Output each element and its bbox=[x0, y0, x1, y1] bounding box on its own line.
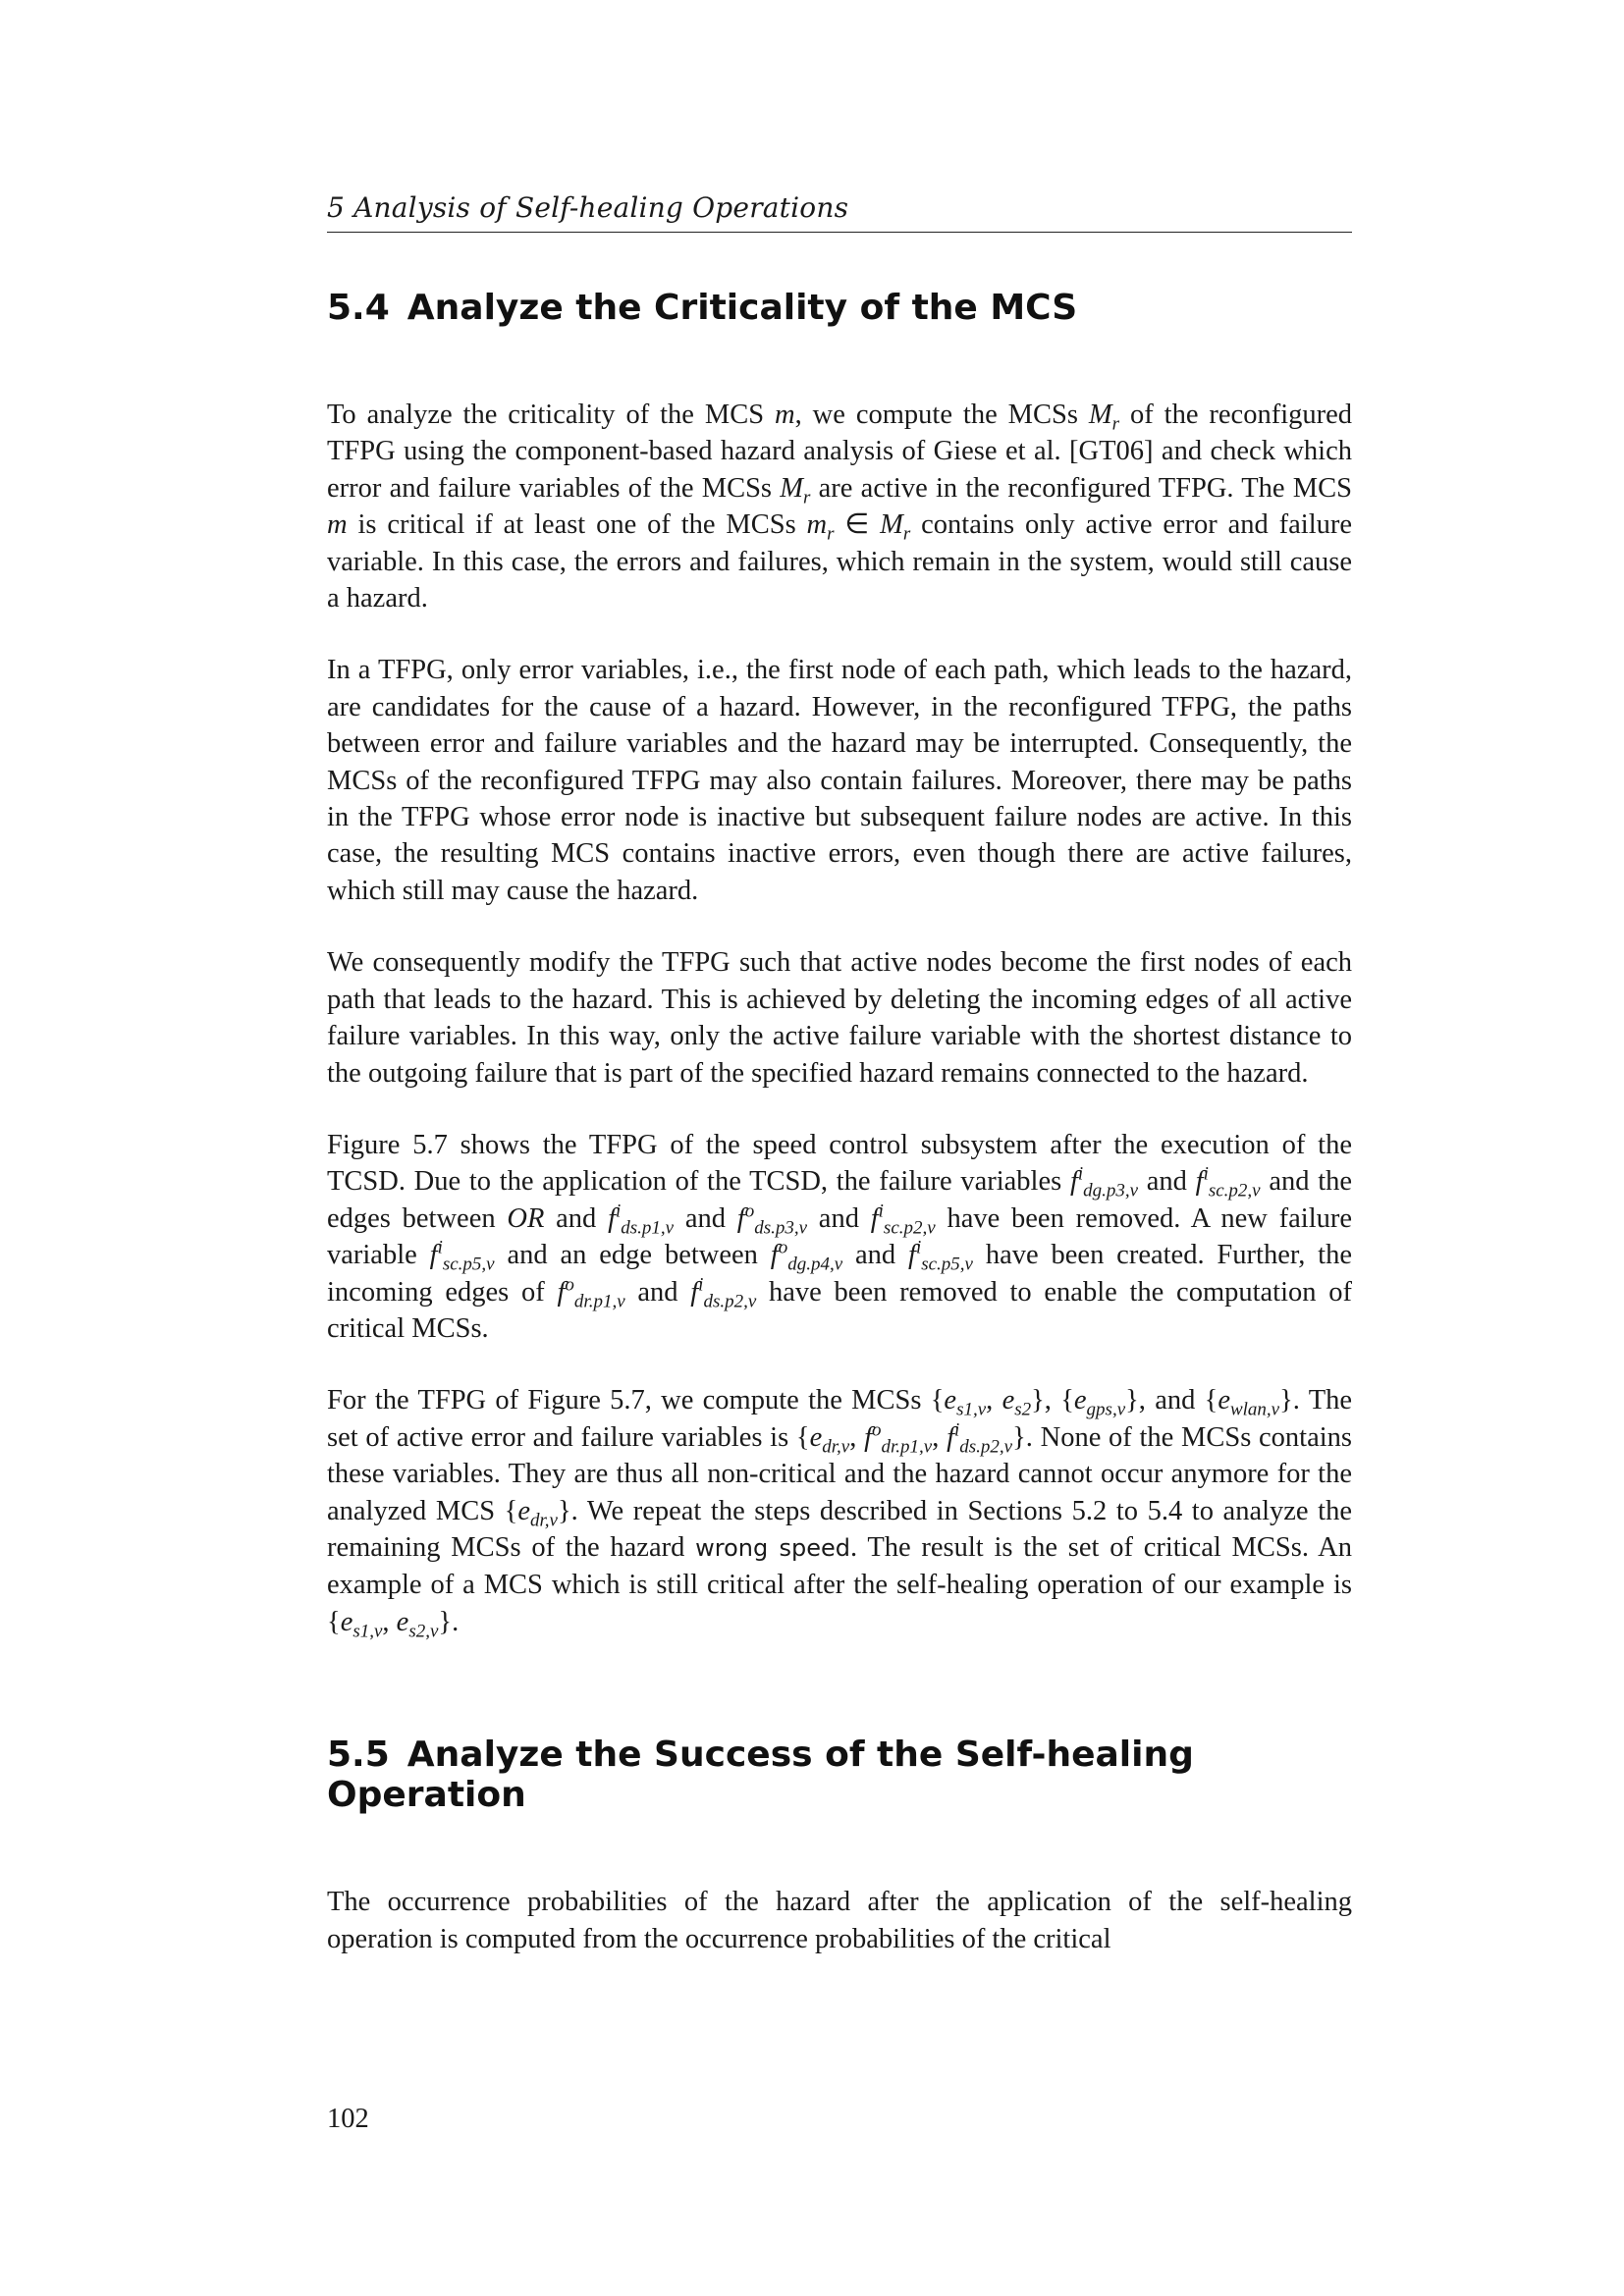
section-heading-5-4 bbox=[327, 288, 1352, 328]
page-body bbox=[327, 191, 1352, 1957]
paragraph-6: The occurrence probabilities of the hazard after the application of the self-healing operation is computed from the occurrence probabilities of the critical bbox=[327, 1887, 1352, 1954]
paragraph-1: To analyze the criticality of the MCS m, we compute the MCSs $M_r$ of the reconfigured TFPG using the component-based hazard analysis of Giese et al. [GT06] and check which error and failure variables of the MCSs $M_r$ are active in the reconfigured TFPG. The MCS m is critical if at least one of the MCSs $m_r$ ∈ $M_r$ contains only active error and failure variable. In this case, the errors and failures, which remain in the system, would still cause a hazard. bbox=[327, 400, 1353, 614]
paragraph-5: For the TFPG of Figure 5.7, we compute the MCSs {$e_{s1,v}$, $e_{s2}$}, $\{e_{gps,v}\}$, and $\{e_{wlan,v}\}$. The set of active error and failure variables is {$e_{dr,v}$, $f^o_{dr.p1,v}$, $f^i_{ds.p2,v}$}. None of the MCSs contains these variables. They are thus all non-critical and the hazard cannot occur anymore for the analyzed MCS $\{e_{dr,v}\}$. We repeat the steps described in Sections 5.2 to 5.4 to analyze the remaining MCSs of the hazard wrong speed. The result is the set of critical MCSs. An example of a MCS which is still critical after the self-healing operation of our example is {$e_{s1,v}$, $e_{s2,v}$}. bbox=[327, 1385, 1353, 1642]
page-number: 102 bbox=[327, 2104, 369, 2134]
section-heading-5-5 bbox=[327, 1735, 1352, 1815]
section-title: Analyze the Criticality of the MCS bbox=[406, 288, 1078, 328]
section-title: Analyze the Success of the Self-healing Operation bbox=[327, 1735, 1194, 1816]
section-number: 5.4 bbox=[327, 288, 390, 328]
paragraph-4: Figure 5.7 shows the TFPG of the speed control subsystem after the execution of the TCSD. Due to the application of the TCSD, the failure variables $f^i_{dg.p3,v}$ and $f^i_{sc.p2,v}$ and the edges between OR and $f^i_{ds.p1,v}$ and $f^o_{ds.p3,v}$ and $f^i_{sc.p2,v}$ have been removed. A new failure variable $f^i_{sc.p5,v}$ and an edge between $f^o_{dg.p4,v}$ and $f^i_{sc.p5,v}$ have been created. Further, the incoming edges of $f^o_{dr.p1,v}$ and $f^i_{ds.p2,v}$ have been removed to enable the computation of critical MCSs. bbox=[327, 1129, 1353, 1344]
running-header: 5 Analysis of Self-healing Operations bbox=[327, 191, 1352, 233]
paragraph-3: We consequently modify the TFPG such that active nodes become the first nodes of each path that leads to the hazard. This is achieved by deleting the incoming edges of all active failure variables. In this way, only the active failure variable with the shortest distance to the outgoing failure that is part of the specified hazard remains connected to the hazard. bbox=[327, 947, 1352, 1089]
paragraph-2: In a TFPG, only error variables, i.e., the first node of each path, which leads to the hazard, are candidates for the cause of a hazard. However, in the reconfigured TFPG, the paths between error and failure variables and the hazard may be interrupted. Consequently, the MCSs of the reconfigured TFPG may also contain failures. Moreover, there may be paths in the TFPG whose error node is inactive but subsequent failure nodes are active. In this case, the resulting MCS contains inactive errors, even though there are active failures, which still may cause the hazard. bbox=[327, 655, 1352, 906]
section-number: 5.5 bbox=[327, 1735, 390, 1776]
